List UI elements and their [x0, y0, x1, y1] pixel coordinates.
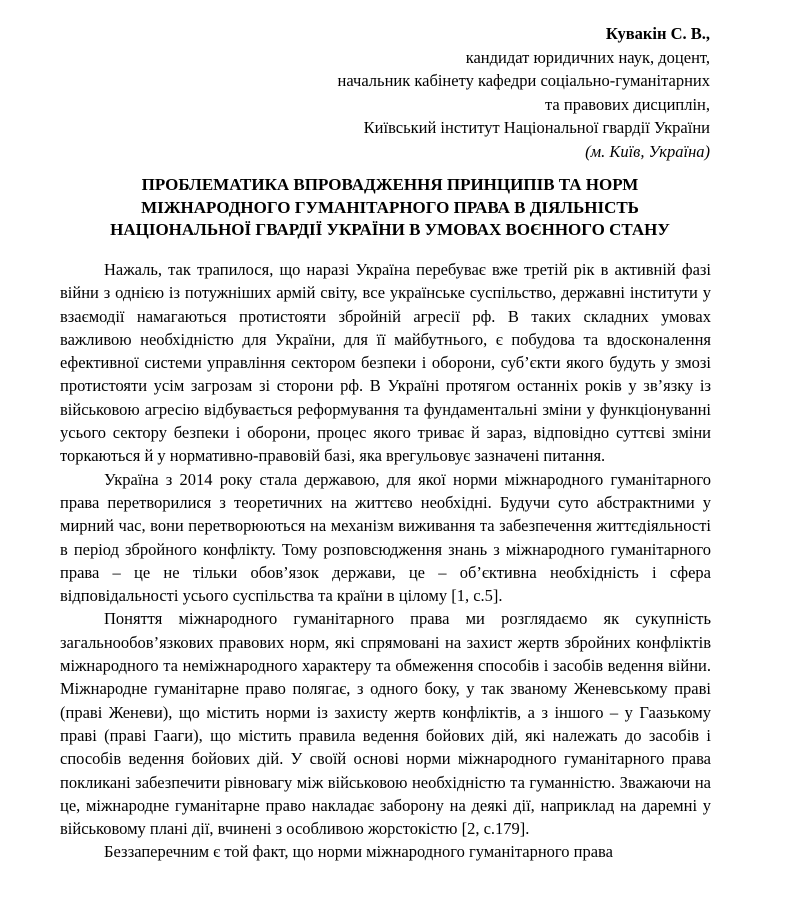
- author-location: (м. Київ, Україна): [585, 141, 710, 161]
- body-paragraph: Поняття міжнародного гуманітарного права ми розглядаємо як сукупність загальнообов’язкових правових норм, які спрямовані на захист жертв збройних конфліктів міжнародного та неміжнародного характеру та обмеження способів і засобів ведення війни. Міжнародне гуманітарне право полягає, з одного боку, у так званому Женевському праві (праві Женеви), що містить норми із захисту жертв конфліктів, а з іншого – у Гаазькому праві (праві Гааги), що містить правила ведення бойових дій, які належать до засобів і способів ведення бойових дій. У своїй основі норми міжнародного гуманітарного права покликані забезпечити рівновагу між військовою необхідністю та гуманністю. Зважаючи на це, міжнародне гуманітарне право накладає заборону на деякі дії, наприклад на даремні у військовому плані дії, вчинені з особливою жорстокістю [2, с.179].: [60, 609, 711, 839]
- author-position-line: начальник кабінету кафедри соціально-гуманітарних: [337, 71, 710, 90]
- author-name: Кувакін С. В.,: [605, 24, 710, 43]
- body-paragraph: Нажаль, так трапилося, що наразі Україна перебуває вже третій рік в активній фазі війни з однією із потужніших армій світу, все українське суспільство, державні інститути у взаємодії намагаються протистояти збройній агресії рф. В таких складних умовах важливою необхідністю для України, для її майбутнього, є побудова та вдосконалення ефективної системи управління сектором безпеки і оборони, суб’єкти якого будуть у змозі протистояти усім загрозам зі сторони рф. В Україні протягом останніх років у зв’язку із військовою агресію відбувається реформування та фундаментальні зміни у функціонуванні усього сектору безпеки і оборони, процес якого триває й зараз, відповідно суттєві зміни торкаються й у нормативно-правовій базі, яка врегульовує зазначені питання.: [60, 260, 711, 466]
- author-block: [338, 22, 710, 163]
- article-title: [60, 174, 720, 242]
- body-paragraph: Беззаперечним є той факт, що норми міжнародного гуманітарного права: [104, 842, 613, 862]
- article-body: [60, 258, 711, 864]
- body-paragraph: Україна з 2014 року стала державою, для якої норми міжнародного гуманітарного права перетворилися з теоретичних на життєво необхідні. Будучи суто абстрактними у мирний час, вони перетворюються на механізм виживання та забезпечення життєдіяльності в період збройного конфлікту. Тому розповсюдження знань з міжнародного гуманітарного права – це не тільки обов’язок держави, це – об’єктивна необхідність і сфера відповідальності усього суспільства та країни в цілому [1, с.5].: [60, 469, 711, 606]
- author-credential-line: кандидат юридичних наук, доцент,: [465, 47, 710, 67]
- title-line: НАЦІОНАЛЬНОЇ ГВАРДІЇ УКРАЇНИ В УМОВАХ ВОЄННОГО СТАНУ: [110, 220, 670, 239]
- author-department-line: та правових дисциплін,: [545, 94, 710, 114]
- title-line: ПРОБЛЕМАТИКА ВПРОВАДЖЕННЯ ПРИНЦИПІВ ТА НОРМ: [141, 175, 639, 194]
- author-institution-line: Київський інститут Національної гвардії України: [363, 118, 710, 137]
- title-line: МІЖНАРОДНОГО ГУМАНІТАРНОГО ПРАВА В ДІЯЛЬНІСТЬ: [141, 197, 639, 217]
